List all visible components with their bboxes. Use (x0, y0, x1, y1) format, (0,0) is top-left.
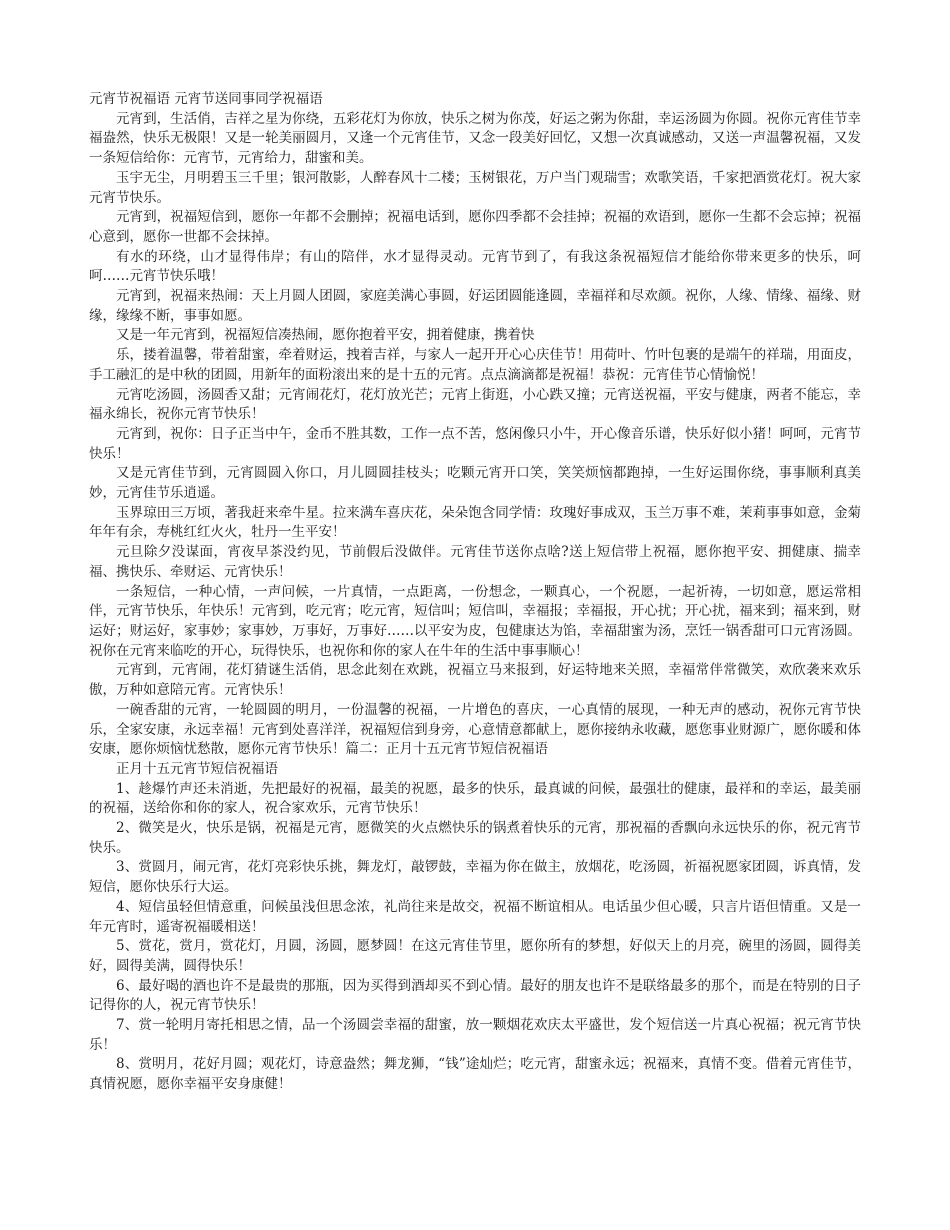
paragraph: 元宵到，祝福短信到，愿你一年都不会删掉；祝福电话到，愿你四季都不会挂掉；祝福的欢语到，愿你一生都不会忘掉；祝福心意到，愿你一世都不会抹掉。 (89, 209, 861, 245)
paragraph: 元宵到，祝福来热闹：天上月圆人团圆，家庭美满心事圆，好运团圆能逢圆，幸福祥和尽欢颜。祝你，人缘、情缘、福缘、财缘，缘缘不断，事事如愿。 (89, 288, 861, 324)
paragraph: 元宵到，生活俏，吉祥之星为你绕，五彩花灯为你放，快乐之树为你茂，好运之粥为你甜，幸运汤圆为你圆。祝你元宵佳节幸福盎然，快乐无极限！又是一轮美丽圆月，又逢一个元宵佳节，又念一段美好回忆，又想一次真诚感动，又送一声温馨祝福，又发一条短信给你：元宵节，元宵给力，甜蜜和美。 (89, 110, 861, 167)
paragraph: 又是元宵佳节到，元宵圆圆入你口，月儿圆圆挂枝头；吃颗元宵开口笑，笑笑烦恼都跑掉，一生好运围你绕，事事顺利真美妙，元宵佳节乐逍遥。 (89, 465, 861, 502)
paragraph: 玉宇无尘，月明碧玉三千里；银河散影，人醉春风十二楼；玉树银花，万户当门观瑞雪；欢歌笑语，千家把酒赏花灯。祝大家元宵节快乐。 (89, 169, 861, 206)
paragraph: 一碗香甜的元宵，一轮圆圆的明月，一份温馨的祝福，一片增色的喜庆，一心真情的展现，一种无声的感动，祝你元宵节快乐，全家安康，永远幸福！元宵到处喜洋洋，祝福短信到身旁，心意情意都献上，愿你接纳永收藏，愿您事业财源广，愿你暖和体安康，愿你烦恼忧愁散，愿你元宵节快乐！篇二：正月十五元宵节短信祝福语 (89, 701, 861, 758)
paragraph: 又是一年元宵到，祝福短信凑热闹，愿你抱着平安，拥着健康，携着快 (116, 327, 535, 344)
paragraph: 乐，搂着温馨，带着甜蜜，牵着财运，拽着吉祥，与家人一起开开心心庆佳节！用荷叶、竹叶包裹的是端午的祥瑞，用面皮，手工融汇的是中秋的团圆，用新年的面粉滚出来的是十五的元宵。点点滴滴都是祝福！恭祝：元宵佳节心情愉悦！ (89, 347, 861, 383)
list-item: 6、最好喝的酒也许不是最贵的那瓶，因为买得到酒却买不到心情。最好的朋友也许不是联络最多的那个，而是在特别的日子记得你的人，祝元宵节快乐！ (89, 977, 861, 1014)
document-title: 元宵节祝福语 元宵节送同事同学祝福语 (89, 91, 323, 107)
paragraph: 元旦除夕没谋面，宵夜早茶没约见，节前假后没做伴。元宵佳节送你点啥?送上短信带上祝福，愿你抱平安、拥健康、揣幸福、携快乐、牵财运、元宵快乐！ (89, 544, 861, 580)
paragraph: 玉界琼田三万顷，著我赶来牵牛星。拉来满车喜庆花，朵朵饱含同学情：玫瑰好事成双，玉兰万事不难，茉莉事事如意，金菊年年有余，寿桃红红火火，牡丹一生平安！ (89, 504, 861, 541)
list-item: 2、微笑是火，快乐是锅，祝福是元宵，愿微笑的火点燃快乐的锅煮着快乐的元宵，那祝福的香飘向永远快乐的你，祝元宵节快乐。 (89, 820, 861, 856)
list-item: 5、赏花，赏月，赏花灯，月圆，汤圆，愿梦圆！在这元宵佳节里，愿你所有的梦想，好似天上的月亮，碗里的汤圆，圆得美好，圆得美满，圆得快乐！ (89, 938, 861, 974)
paragraph: 元宵吃汤圆，汤圆香又甜；元宵闹花灯，花灯放光芒；元宵上街逛，小心跌又撞；元宵送祝福，平安与健康，两者不能忘，幸福永绵长，祝你元宵节快乐！ (89, 386, 861, 423)
list-item: 4、短信虽轻但情意重，问候虽浅但思念浓，礼尚往来是故交，祝福不断谊相从。电话虽少但心暖，只言片语但情重。又是一年元宵时，遥寄祝福暖相送！ (89, 898, 861, 935)
list-item: 8、赏明月，花好月圆；观花灯，诗意盎然；舞龙狮，“钱”途灿烂；吃元宵，甜蜜永远；祝福来，真情不变。借着元宵佳节，真情祝愿，愿你幸福平安身康健！ (89, 1056, 861, 1093)
list-item: 1、趁爆竹声还未消逝，先把最好的祝福，最美的祝愿，最多的快乐，最真诚的问候，最强壮的健康，最祥和的幸运，最美丽的祝福，送给你和你的家人，祝合家欢乐，元宵节快乐！ (89, 780, 861, 817)
document-page (89, 90, 861, 1095)
paragraph: 有水的环绕，山才显得伟岸；有山的陪伴，水才显得灵动。元宵节到了，有我这条祝福短信才能给你带来更多的快乐，呵呵……元宵节快乐哦！ (89, 248, 861, 285)
paragraph: 元宵到，祝你：日子正当中午，金币不胜其数，工作一点不苦，悠闲像只小牛，开心像音乐谱，快乐好似小猪！呵呵，元宵节快乐！ (89, 425, 861, 462)
list-item: 3、赏圆月，闹元宵，花灯亮彩快乐挑，舞龙灯，敲锣鼓，幸福为你在做主，放烟花，吃汤圆，祈福祝愿家团圆，诉真情，发短信，愿你快乐行大运。 (89, 859, 861, 896)
paragraph: 一条短信，一种心情，一声问候，一片真情，一点距离，一份想念，一颗真心，一个祝愿，一起祈祷，一切如意，愿运常相伴，元宵节快乐，年快乐！元宵到，吃元宵；吃元宵，短信叫；短信叫，幸福报；幸福报，开心扰；开心扰，福来到；福来到，财运好；财运好，家事妙；家事妙，万事好，万事好……以平安为皮，包健康达为馅，幸福甜蜜为汤，烹饪一锅香甜可口元宵汤圆。祝你在元宵来临吃的开心，玩得快乐，也祝你和你的家人在牛年的生活中事事顺心！ (89, 583, 861, 659)
list-item: 7、赏一轮明月寄托相思之情，品一个汤圆尝幸福的甜蜜，放一颗烟花欢庆太平盛世，发个短信送一片真心祝福；祝元宵节快乐！ (89, 1017, 861, 1053)
paragraph: 元宵到，元宵闹，花灯猜谜生活俏，思念此刻在欢跳，祝福立马来报到，好运特地来关照，幸福常伴常微笑，欢欣袭来欢乐傲，万种如意陪元宵。元宵快乐！ (89, 662, 861, 699)
section-heading: 正月十五元宵节短信祝福语 (116, 760, 278, 777)
